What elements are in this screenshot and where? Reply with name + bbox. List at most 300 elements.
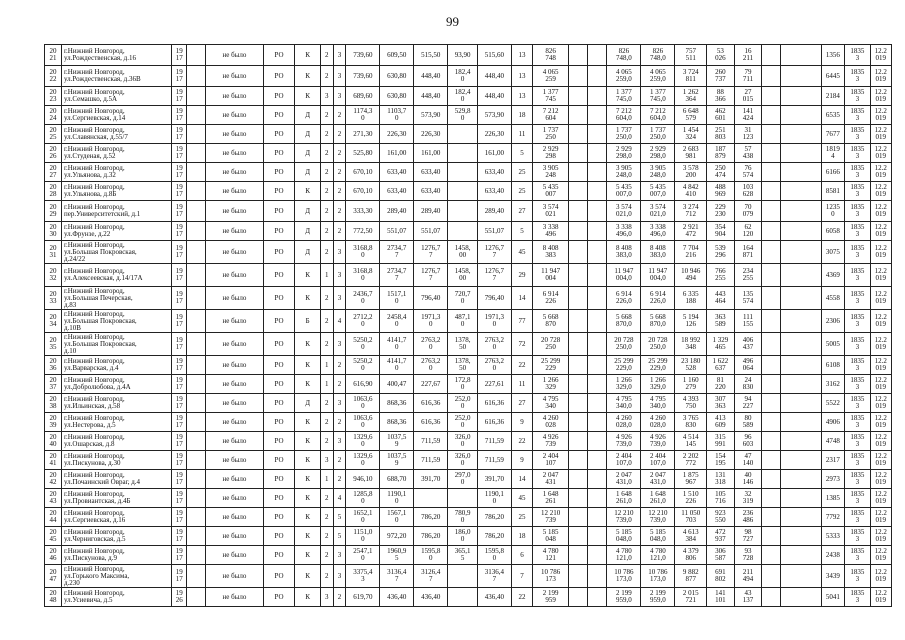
cell-cost-l: 1835 3 [845, 432, 870, 451]
cell-wall: РО [263, 489, 295, 508]
cell-area-res: 436,40 [414, 588, 448, 607]
cell-floors: 2 [320, 508, 333, 527]
cell-area-common: 1190,1 0 [477, 489, 511, 508]
cell-cost-k: 2317 [821, 451, 844, 470]
cell-cost-i [762, 546, 781, 565]
cell-cost-a: 4 795 340 [533, 394, 569, 413]
cell-type: Д [295, 144, 320, 163]
cell-area-total: 739,60 [346, 45, 380, 66]
cell-status: не было [206, 432, 263, 451]
cell-cost-h: 40 146 [734, 470, 762, 489]
cell-cost-j [781, 508, 821, 527]
cell-entrances: 3 [333, 432, 346, 451]
cell-area-living: 2458,4 0 [380, 310, 414, 333]
cell-year-renov [187, 163, 206, 182]
cell-address: г.Нижний Новгород, ул.Большая Покровская, д.24/22 [61, 241, 171, 264]
cell-entrances: 4 [333, 489, 346, 508]
cell-area-total: 739,60 [346, 66, 380, 87]
cell-area-living: 1190,1 0 [380, 489, 414, 508]
cell-year-renov [187, 310, 206, 333]
table-row [45, 87, 892, 106]
cell-cost-i [762, 66, 781, 87]
cell-year-built: 19 17 [172, 333, 187, 356]
cell-entrances: 5 [333, 527, 346, 546]
table-row [45, 451, 892, 470]
cell-cost-k: 4369 [821, 264, 844, 287]
cell-area-total: 2712,2 0 [346, 310, 380, 333]
cell-cost-j [781, 287, 821, 310]
cell-year-renov [187, 565, 206, 588]
cell-cost-h: 79 711 [734, 66, 762, 87]
cell-type: Д [295, 222, 320, 241]
cell-cost-a: 12 210 739 [533, 508, 569, 527]
cell-entrances: 3 [333, 241, 346, 264]
cell-cost-h: 236 486 [734, 508, 762, 527]
cell-area-living: 4141,7 0 [380, 356, 414, 375]
cell-cost-e: 12 210 739,0 [641, 508, 675, 527]
cell-area-res: 711,59 [414, 451, 448, 470]
cell-no: 20 47 [45, 565, 62, 588]
cell-area-common: 551,07 [477, 222, 511, 241]
cell-entrances: 2 [333, 106, 346, 125]
cell-entrances: 3 [333, 45, 346, 66]
cell-wall: РО [263, 394, 295, 413]
cell-wall: РО [263, 413, 295, 432]
cell-cost-k: 1385 [821, 489, 844, 508]
cell-cost-i [762, 106, 781, 125]
cell-cost-a: 4 780 121 [533, 546, 569, 565]
cell-year-renov [187, 45, 206, 66]
cell-year-built: 19 17 [172, 287, 187, 310]
cell-entrances: 2 [333, 451, 346, 470]
cell-cost-a: 1 266 329 [533, 375, 569, 394]
cell-cost-h: 234 255 [734, 264, 762, 287]
cell-area-total: 2436,7 0 [346, 287, 380, 310]
cell-cost-l: 1835 3 [845, 144, 870, 163]
cell-cost-f: 1 262 364 [675, 87, 707, 106]
cell-year-built: 19 17 [172, 125, 187, 144]
cell-area-total: 772,50 [346, 222, 380, 241]
cell-cost-m: 12.2 019 [870, 470, 891, 489]
cell-cost-m: 12.2 019 [870, 264, 891, 287]
cell-residents: 22 [511, 432, 532, 451]
cell-cost-l: 1835 3 [845, 375, 870, 394]
cell-floors: 2 [320, 125, 333, 144]
cell-entrances: 2 [333, 413, 346, 432]
cell-address: г.Нижний Новгород, ул.Ульянова, д.8Б [61, 182, 171, 201]
cell-cost-k: 3439 [821, 565, 844, 588]
cell-residents: 5 [511, 222, 532, 241]
cell-area-living: 2734,7 7 [380, 264, 414, 287]
cell-year-renov [187, 144, 206, 163]
cell-type: К [295, 264, 320, 287]
cell-cost-l: 1835 3 [845, 489, 870, 508]
cell-area-nonres: 186,0 0 [448, 527, 478, 546]
cell-year-renov [187, 489, 206, 508]
cell-year-renov [187, 432, 206, 451]
cell-entrances: 2 [333, 144, 346, 163]
cell-cost-c [588, 356, 607, 375]
cell-area-nonres: 780,9 0 [448, 508, 478, 527]
cell-type: К [295, 375, 320, 394]
cell-area-nonres: 297,0 0 [448, 470, 478, 489]
cell-cost-i [762, 241, 781, 264]
cell-cost-d: 1 377 745,0 [607, 87, 641, 106]
cell-cost-b [569, 163, 588, 182]
cell-cost-d: 1 737 250,0 [607, 125, 641, 144]
cell-cost-g: 766 255 [707, 264, 735, 287]
cell-cost-l: 1835 3 [845, 45, 870, 66]
cell-entrances: 2 [333, 182, 346, 201]
cell-address: г.Нижний Новгород, ул.Почаинский Овраг, д.4 [61, 470, 171, 489]
table-row [45, 489, 892, 508]
cell-residents: 22 [511, 356, 532, 375]
cell-year-built: 19 17 [172, 66, 187, 87]
cell-cost-d: 3 338 496,0 [607, 222, 641, 241]
cell-no: 20 28 [45, 182, 62, 201]
cell-cost-m: 12.2 019 [870, 106, 891, 125]
cell-floors: 2 [320, 527, 333, 546]
cell-no: 20 22 [45, 66, 62, 87]
cell-area-nonres: 172,8 0 [448, 375, 478, 394]
cell-cost-c [588, 66, 607, 87]
cell-cost-h: 111 155 [734, 310, 762, 333]
cell-cost-m: 12.2 019 [870, 489, 891, 508]
cell-area-total: 5250,2 0 [346, 333, 380, 356]
cell-area-res: 616,36 [414, 413, 448, 432]
cell-cost-h: 211 494 [734, 565, 762, 588]
cell-cost-f: 2 921 472 [675, 222, 707, 241]
cell-cost-l: 1835 3 [845, 264, 870, 287]
cell-cost-a: 6 914 226 [533, 287, 569, 310]
table-row [45, 241, 892, 264]
table-row [45, 565, 892, 588]
cell-wall: РО [263, 201, 295, 222]
cell-year-built: 19 17 [172, 201, 187, 222]
cell-residents: 72 [511, 333, 532, 356]
cell-status: не было [206, 144, 263, 163]
cell-cost-f: 10 946 494 [675, 264, 707, 287]
cell-cost-c [588, 588, 607, 607]
cell-cost-a: 3 574 021 [533, 201, 569, 222]
cell-area-nonres: 1458, 00 [448, 264, 478, 287]
cell-status: не было [206, 287, 263, 310]
cell-year-built: 19 17 [172, 222, 187, 241]
cell-area-nonres [448, 125, 478, 144]
cell-area-res: 711,59 [414, 432, 448, 451]
cell-cost-m: 12.2 019 [870, 45, 891, 66]
cell-area-total: 1652,1 0 [346, 508, 380, 527]
cell-type: К [295, 413, 320, 432]
cell-wall: РО [263, 144, 295, 163]
cell-residents: 5 [511, 144, 532, 163]
cell-no: 20 21 [45, 45, 62, 66]
cell-cost-e: 3 574 021,0 [641, 201, 675, 222]
cell-cost-d: 8 408 383,0 [607, 241, 641, 264]
cell-cost-l: 1835 3 [845, 287, 870, 310]
cell-area-living: 1517,1 0 [380, 287, 414, 310]
cell-status: не было [206, 182, 263, 201]
cell-no: 20 34 [45, 310, 62, 333]
cell-cost-b [569, 287, 588, 310]
cell-area-nonres [448, 182, 478, 201]
cell-floors: 2 [320, 489, 333, 508]
cell-cost-l: 1835 3 [845, 508, 870, 527]
cell-wall: РО [263, 546, 295, 565]
cell-cost-e: 4 260 028,0 [641, 413, 675, 432]
cell-area-living: 289,40 [380, 201, 414, 222]
cell-cost-j [781, 565, 821, 588]
cell-cost-b [569, 222, 588, 241]
cell-cost-g: 141 101 [707, 588, 735, 607]
cell-no: 20 30 [45, 222, 62, 241]
cell-area-living: 1037,5 9 [380, 451, 414, 470]
cell-cost-b [569, 264, 588, 287]
cell-cost-m: 12.2 019 [870, 527, 891, 546]
cell-area-common: 573,90 [477, 106, 511, 125]
table-row [45, 356, 892, 375]
cell-wall: РО [263, 356, 295, 375]
cell-cost-a: 1 377 745 [533, 87, 569, 106]
cell-floors: 2 [320, 106, 333, 125]
cell-cost-e: 4 065 259,0 [641, 66, 675, 87]
cell-cost-d: 826 748,0 [607, 45, 641, 66]
cell-wall: РО [263, 588, 295, 607]
cell-cost-d: 2 047 431,0 [607, 470, 641, 489]
cell-cost-c [588, 287, 607, 310]
cell-cost-a: 4 260 028 [533, 413, 569, 432]
cell-cost-d: 10 786 173,0 [607, 565, 641, 588]
cell-cost-a: 826 748 [533, 45, 569, 66]
cell-cost-a: 10 786 173 [533, 565, 569, 588]
cell-cost-l: 1835 3 [845, 241, 870, 264]
cell-cost-k: 6166 [821, 163, 844, 182]
cell-cost-g: 105 716 [707, 489, 735, 508]
cell-year-built: 19 17 [172, 546, 187, 565]
cell-cost-a: 5 435 007 [533, 182, 569, 201]
cell-address: г.Нижний Новгород, ул.Пискунова, д.30 [61, 451, 171, 470]
cell-cost-l: 1835 3 [845, 451, 870, 470]
cell-cost-i [762, 432, 781, 451]
cell-cost-d: 12 210 739,0 [607, 508, 641, 527]
cell-cost-m: 12.2 019 [870, 201, 891, 222]
cell-residents: 25 [511, 182, 532, 201]
cell-cost-i [762, 163, 781, 182]
cell-cost-h: 98 727 [734, 527, 762, 546]
cell-floors: 2 [320, 546, 333, 565]
cell-cost-g: 923 550 [707, 508, 735, 527]
cell-cost-a: 3 338 496 [533, 222, 569, 241]
cell-address: г.Нижний Новгород, ул.Семашко, д.5А [61, 87, 171, 106]
cell-wall: РО [263, 310, 295, 333]
cell-cost-a: 25 299 229 [533, 356, 569, 375]
cell-no: 20 35 [45, 333, 62, 356]
cell-cost-m: 12.2 019 [870, 163, 891, 182]
cell-cost-f: 11 050 703 [675, 508, 707, 527]
cell-no: 20 26 [45, 144, 62, 163]
cell-area-living: 1567,1 0 [380, 508, 414, 527]
table-row [45, 201, 892, 222]
cell-residents: 45 [511, 489, 532, 508]
cell-year-built: 19 17 [172, 394, 187, 413]
cell-area-common: 1595,8 0 [477, 546, 511, 565]
cell-cost-e: 4 780 121,0 [641, 546, 675, 565]
cell-cost-g: 154 195 [707, 451, 735, 470]
cell-address: г.Нижний Новгород, ул.Фрунзе, д.22 [61, 222, 171, 241]
cell-address: г.Нижний Новгород, ул.Сергиевская, д.14 [61, 106, 171, 125]
cell-no: 20 27 [45, 163, 62, 182]
cell-status: не было [206, 333, 263, 356]
cell-area-res: 633,40 [414, 182, 448, 201]
cell-area-total: 3375,4 3 [346, 565, 380, 588]
cell-wall: РО [263, 125, 295, 144]
cell-cost-a: 3 905 248 [533, 163, 569, 182]
cell-entrances: 3 [333, 87, 346, 106]
cell-year-renov [187, 508, 206, 527]
cell-cost-i [762, 394, 781, 413]
cell-cost-j [781, 87, 821, 106]
cell-cost-m: 12.2 019 [870, 222, 891, 241]
cell-cost-c [588, 87, 607, 106]
cell-status: не было [206, 527, 263, 546]
cell-cost-e: 2 047 431,0 [641, 470, 675, 489]
cell-year-renov [187, 546, 206, 565]
cell-entrances: 2 [333, 163, 346, 182]
cell-type: К [295, 508, 320, 527]
cell-address: г.Нижний Новгород, ул.Варварская, д.4 [61, 356, 171, 375]
cell-area-res: 573,90 [414, 106, 448, 125]
cell-status: не было [206, 546, 263, 565]
cell-area-res: 1971,3 0 [414, 310, 448, 333]
cell-area-nonres: 326,0 0 [448, 432, 478, 451]
cell-area-res: 448,40 [414, 66, 448, 87]
cell-cost-d: 4 795 340,0 [607, 394, 641, 413]
cell-cost-h: 47 140 [734, 451, 762, 470]
cell-residents: 22 [511, 588, 532, 607]
cell-cost-l: 1835 3 [845, 125, 870, 144]
cell-area-total: 271,30 [346, 125, 380, 144]
cell-floors: 2 [320, 222, 333, 241]
cell-no: 20 33 [45, 287, 62, 310]
cell-cost-c [588, 508, 607, 527]
cell-cost-k: 4748 [821, 432, 844, 451]
cell-area-nonres: 93,90 [448, 45, 478, 66]
cell-entrances: 3 [333, 333, 346, 356]
cell-residents: 25 [511, 163, 532, 182]
cell-entrances: 2 [333, 588, 346, 607]
cell-cost-j [781, 182, 821, 201]
cell-cost-j [781, 489, 821, 508]
cell-cost-k: 4906 [821, 413, 844, 432]
cell-cost-f: 1 875 967 [675, 470, 707, 489]
cell-cost-m: 12.2 019 [870, 125, 891, 144]
cell-area-common: 515,60 [477, 45, 511, 66]
cell-area-res: 226,30 [414, 125, 448, 144]
table-row [45, 375, 892, 394]
table-row [45, 527, 892, 546]
cell-year-renov [187, 87, 206, 106]
cell-year-renov [187, 125, 206, 144]
cell-cost-c [588, 375, 607, 394]
cell-cost-j [781, 310, 821, 333]
cell-year-renov [187, 287, 206, 310]
cell-cost-f: 23 180 528 [675, 356, 707, 375]
cell-area-common: 616,36 [477, 394, 511, 413]
cell-cost-k: 3162 [821, 375, 844, 394]
cell-residents: 45 [511, 241, 532, 264]
cell-cost-b [569, 125, 588, 144]
cell-cost-g: 1 622 637 [707, 356, 735, 375]
cell-area-res: 1276,7 7 [414, 264, 448, 287]
cell-cost-h: 164 871 [734, 241, 762, 264]
cell-area-living: 2734,7 7 [380, 241, 414, 264]
cell-cost-i [762, 375, 781, 394]
cell-cost-i [762, 264, 781, 287]
cell-cost-d: 6 914 226,0 [607, 287, 641, 310]
cell-address: г.Нижний Новгород, ул.Ульянова, д.32 [61, 163, 171, 182]
cell-cost-b [569, 201, 588, 222]
cell-cost-i [762, 527, 781, 546]
cell-address: г.Нижний Новгород, ул.Студеная, д.52 [61, 144, 171, 163]
cell-no: 20 48 [45, 588, 62, 607]
cell-area-living: 1960,9 5 [380, 546, 414, 565]
cell-cost-c [588, 527, 607, 546]
cell-floors: 2 [320, 241, 333, 264]
cell-residents: 25 [511, 508, 532, 527]
cell-cost-h: 27 015 [734, 87, 762, 106]
cell-cost-k: 6445 [821, 66, 844, 87]
cell-cost-b [569, 144, 588, 163]
cell-cost-h: 103 628 [734, 182, 762, 201]
cell-cost-f: 1 160 279 [675, 375, 707, 394]
cell-year-renov [187, 222, 206, 241]
cell-cost-d: 2 929 298,0 [607, 144, 641, 163]
cell-cost-b [569, 588, 588, 607]
cell-year-built: 19 17 [172, 508, 187, 527]
cell-year-renov [187, 333, 206, 356]
cell-area-common: 161,00 [477, 144, 511, 163]
cell-cost-l: 1835 3 [845, 394, 870, 413]
cell-area-total: 1063,6 0 [346, 413, 380, 432]
cell-cost-l: 1835 3 [845, 588, 870, 607]
cell-address: г.Нижний Новгород, ул.Рождественская, д.16 [61, 45, 171, 66]
cell-floors: 2 [320, 45, 333, 66]
cell-area-res: 786,20 [414, 527, 448, 546]
cell-cost-g: 229 230 [707, 201, 735, 222]
cell-cost-m: 12.2 019 [870, 565, 891, 588]
cell-area-living: 633,40 [380, 163, 414, 182]
cell-area-res: 515,50 [414, 45, 448, 66]
cell-cost-i [762, 287, 781, 310]
cell-area-common: 2763,2 0 [477, 333, 511, 356]
cell-year-built: 19 17 [172, 264, 187, 287]
cell-cost-k: 6108 [821, 356, 844, 375]
cell-area-common: 3136,4 7 [477, 565, 511, 588]
cell-cost-a: 7 212 604 [533, 106, 569, 125]
cell-cost-b [569, 182, 588, 201]
cell-cost-i [762, 356, 781, 375]
cell-entrances: 3 [333, 546, 346, 565]
cell-cost-e: 5 185 048,0 [641, 527, 675, 546]
cell-cost-g: 539 296 [707, 241, 735, 264]
cell-cost-m: 12.2 019 [870, 451, 891, 470]
cell-area-nonres: 529,8 0 [448, 106, 478, 125]
cell-cost-g: 251 803 [707, 125, 735, 144]
table-row [45, 264, 892, 287]
cell-cost-h: 96 603 [734, 432, 762, 451]
cell-cost-a: 4 065 259 [533, 66, 569, 87]
cell-cost-i [762, 333, 781, 356]
